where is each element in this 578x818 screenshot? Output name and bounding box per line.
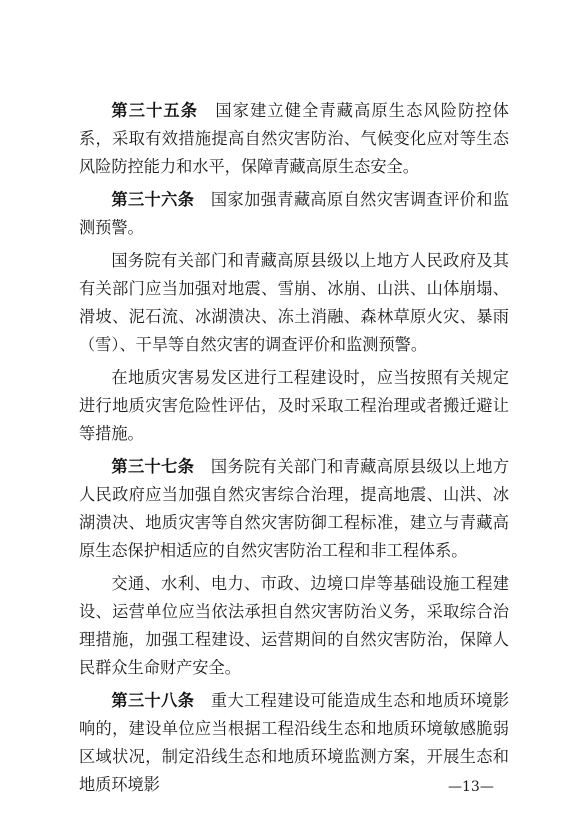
article-text: 国家建立健全青藏高原生态风险防控体系，采取有效措施提高自然灾害防治、气候变化应对等生态风险防控能力和水平，保障青藏高原生态安全。	[79, 101, 509, 176]
article-text: 国务院有关部门和青藏高原县级以上地方人民政府应当加强自然灾害综合治理，提高地震、山洪、冰湖溃决、地质灾害等自然灾害防御工程标准，建立与青藏高原生态保护相适应的自然灾害防治工程和非工程体系。	[79, 457, 510, 560]
article-heading: 第三十六条	[111, 190, 195, 209]
article-heading: 第三十七条	[111, 457, 195, 476]
document-body	[79, 97, 509, 804]
article-text: 重大工程建设可能造成生态和地质环境影响的，建设单位应当根据工程沿线生态和地质环境敏感脆弱区域状况，制定沿线生态和地质环境监测方案，开展生态和地质环境影	[79, 691, 510, 794]
article-38	[79, 687, 509, 799]
article-37	[79, 453, 509, 565]
article-heading: 第三十八条	[111, 691, 195, 710]
article-35	[79, 97, 509, 181]
article-36	[79, 186, 509, 242]
article-heading: 第三十五条	[111, 101, 199, 120]
article-text: 国家加强青藏高原自然灾害调查评价和监测预警。	[79, 190, 510, 237]
article-36-paragraph: 在地质灾害易发区进行工程建设时，应当按照有关规定进行地质灾害危险性评估，及时采取工程治理或者搬迁避让等措施。	[79, 368, 509, 443]
article-36-paragraph: 国务院有关部门和青藏高原县级以上地方人民政府及其有关部门应当加强对地震、雪崩、冰崩、山洪、山体崩塌、滑坡、泥石流、冰湖溃决、冻土消融、森林草原火灾、暴雨（雪）、干旱等自然灾害的调查评价和监测预警。	[79, 251, 509, 354]
page-number: —13—	[448, 779, 494, 795]
article-37-paragraph: 交通、水利、电力、市政、边境口岸等基础设施工程建设、运营单位应当依法承担自然灾害防治义务，采取综合治理措施，加强工程建设、运营期间的自然灾害防治，保障人民群众生命财产安全。	[79, 574, 509, 677]
